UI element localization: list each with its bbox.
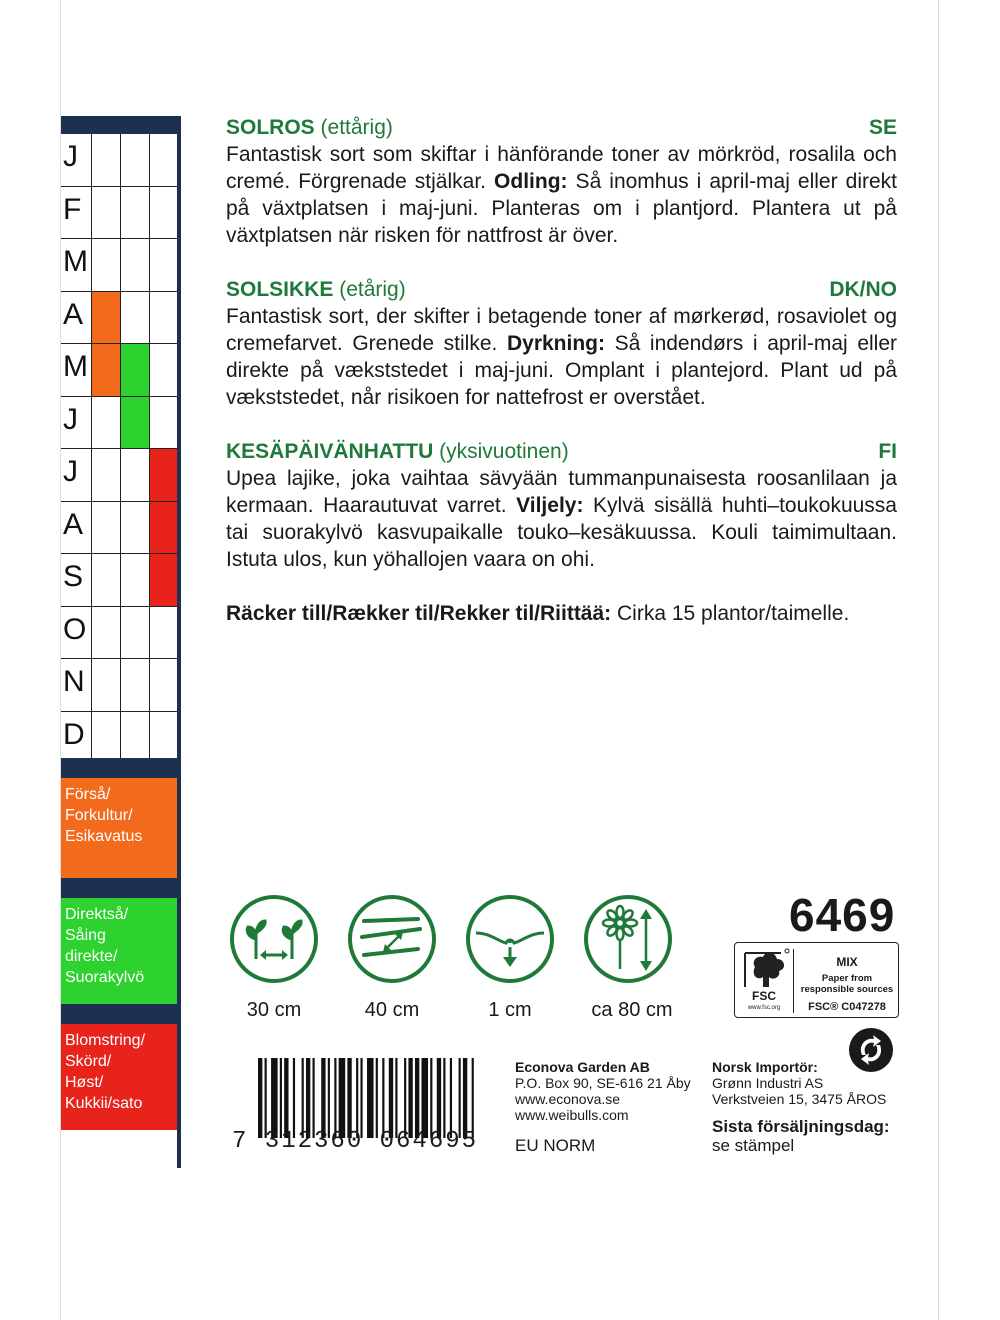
legend-separator <box>61 878 181 898</box>
section-heading <box>226 114 897 141</box>
barcode-bar <box>463 1058 467 1138</box>
calendar-cell <box>149 344 178 396</box>
language-section <box>226 114 897 249</box>
calendar-month-row <box>61 449 177 502</box>
company-web-1: www.econova.se <box>515 1091 621 1107</box>
importer-street: Verkstveien 15, 3475 ÅROS <box>712 1091 887 1107</box>
company-postal: P.O. Box 90, SE-616 21 Åby <box>515 1075 691 1091</box>
yield-text: Cirka 15 plantor/taimelle. <box>611 602 850 625</box>
barcode-bar <box>280 1058 282 1138</box>
fsc-divider <box>793 949 794 1013</box>
calendar-top-bar <box>61 116 181 134</box>
month-letter: A <box>63 297 84 331</box>
section-subtitle: (yksivuotinen) <box>439 440 569 463</box>
importer-address <box>712 1059 886 1107</box>
barcode-bar <box>450 1058 452 1138</box>
section-title: SOLROS <box>226 116 315 139</box>
barcode-bar <box>382 1058 384 1138</box>
sowing-depth-label: 1 cm <box>488 999 532 1021</box>
legend-line: Høst/ <box>65 1074 104 1091</box>
fsc-paper: Paper from responsible sources <box>800 973 894 995</box>
sowing-calendar <box>61 116 180 1168</box>
barcode <box>258 1058 476 1138</box>
legend-item <box>61 1024 177 1130</box>
calendar-month-row <box>61 134 177 187</box>
section-heading <box>226 438 897 465</box>
row-spacing-label: 40 cm <box>364 999 420 1021</box>
right-edge-line <box>938 0 939 1320</box>
plant-spacing-label: 30 cm <box>246 999 302 1021</box>
calendar-cell <box>120 659 149 711</box>
barcode-bar <box>302 1058 304 1138</box>
sell-by-title: Sista försäljningsdag: <box>712 1117 890 1136</box>
calendar-cell <box>120 502 149 554</box>
plant-spacing-icon <box>230 895 318 983</box>
calendar-cell <box>91 712 120 764</box>
section-label: Viljely: <box>516 494 584 517</box>
calendar-cell <box>120 187 149 239</box>
plant-height-label: ca 80 cm <box>591 999 673 1021</box>
calendar-cell <box>91 292 120 344</box>
calendar-cell <box>120 239 149 291</box>
calendar-rail <box>177 116 181 1168</box>
plant-height-icon <box>584 895 672 983</box>
section-body <box>226 141 897 249</box>
importer-title: Norsk Importör: <box>712 1059 818 1075</box>
legend-item <box>61 898 177 1004</box>
sell-by-text: se stämpel <box>712 1136 795 1155</box>
barcode-bar <box>306 1058 310 1138</box>
calendar-cell <box>149 712 178 764</box>
section-title: KESÄPÄIVÄNHATTU <box>226 440 434 463</box>
month-letter: F <box>63 192 82 226</box>
country-code: SE <box>868 116 897 139</box>
barcode-bar <box>334 1058 336 1138</box>
calendar-cell <box>120 607 149 659</box>
section-label: Odling: <box>494 170 568 193</box>
month-letter: D <box>63 717 85 751</box>
calendar-month-row <box>61 659 177 712</box>
calendar-cell <box>91 659 120 711</box>
language-section <box>226 276 897 411</box>
barcode-bar <box>271 1058 278 1138</box>
section-label: Dyrkning: <box>506 332 605 355</box>
month-letter: A <box>63 507 84 541</box>
calendar-cell <box>120 554 149 606</box>
calendar-cell <box>91 134 120 186</box>
calendar-month-row <box>61 712 177 765</box>
calendar-cell <box>149 449 178 501</box>
barcode-bar <box>422 1058 429 1138</box>
calendar-month-row <box>61 344 177 397</box>
calendar-cell <box>91 554 120 606</box>
calendar-cell <box>149 187 178 239</box>
fsc-mix: MIX <box>836 955 858 969</box>
barcode-bar <box>258 1058 262 1138</box>
month-letter: O <box>63 612 87 646</box>
section-text: Fantastisk sort, der skifter i betagende toner af mørkerød, rosaviolet og cremefarvet. Grenede stilke. <box>226 305 897 355</box>
calendar-month-row <box>61 239 177 292</box>
fsc-code: FSC® C047278 <box>808 1001 886 1013</box>
barcode-bar <box>284 1058 288 1138</box>
month-letter: S <box>63 560 84 593</box>
barcode-bar <box>408 1058 412 1138</box>
calendar-cell <box>149 607 178 659</box>
month-letter: M <box>63 245 88 278</box>
legend-line: Esikavatus <box>65 828 143 845</box>
barcode-bar <box>459 1058 461 1138</box>
legend-line: Förså/ <box>65 786 111 803</box>
barcode-bar <box>367 1058 374 1138</box>
calendar-cell <box>91 397 120 449</box>
company-name: Econova Garden AB <box>515 1059 650 1075</box>
eu-norm: EU NORM <box>515 1136 596 1155</box>
section-subtitle: (ettårig) <box>320 116 393 139</box>
month-letter: M <box>63 350 88 383</box>
company-web-2: www.weibulls.com <box>515 1107 629 1123</box>
section-heading <box>226 276 897 303</box>
yield-label: Räcker till/Rækker til/Rekker til/Riittää: <box>226 602 612 625</box>
calendar-cell <box>91 239 120 291</box>
product-code: 6469 <box>789 889 896 941</box>
calendar-cell <box>149 554 178 606</box>
calendar-cell <box>120 397 149 449</box>
calendar-cell <box>149 239 178 291</box>
month-letter: J <box>63 140 78 173</box>
section-text: Så indendørs i april-maj eller direkte på vækststedet i maj-juni. Omplant i plantejord. Plant ud på vækststedet, når risikoen for nattefrost er overstået. <box>226 332 898 409</box>
legend-line: Suorakylvö <box>65 969 145 986</box>
calendar-cell <box>149 292 178 344</box>
calendar-grid <box>61 134 177 776</box>
calendar-month-row <box>61 187 177 240</box>
section-body <box>226 465 897 573</box>
barcode-bar <box>347 1058 351 1138</box>
company-address <box>515 1059 691 1123</box>
calendar-cell <box>120 712 149 764</box>
barcode-bar <box>313 1058 315 1138</box>
calendar-cell <box>91 502 120 554</box>
legend-item <box>61 778 177 878</box>
barcode-bar <box>404 1058 406 1138</box>
legend-line: Direktså/ <box>65 906 129 923</box>
barcode-bar <box>339 1058 346 1138</box>
month-letter: J <box>63 402 78 436</box>
calendar-cell <box>91 187 120 239</box>
section-body <box>226 303 897 411</box>
barcode-bar <box>293 1058 295 1138</box>
barcode-bar <box>472 1058 474 1138</box>
calendar-cell <box>120 292 149 344</box>
legend-line: direkte/ <box>65 948 118 965</box>
calendar-cell <box>120 449 149 501</box>
fsc-tree-icon <box>741 947 791 991</box>
calendar-month-row <box>61 607 177 660</box>
barcode-bar <box>265 1058 267 1138</box>
section-text: Fantastisk sort som skiftar i hänförande toner av mörkröd, rosalila och cremé. Förgrenade stjälkar. <box>226 143 897 193</box>
importer-name: Grønn Industri AS <box>712 1075 824 1091</box>
calendar-bottom-bar <box>61 758 181 778</box>
calendar-cell <box>91 344 120 396</box>
calendar-month-row <box>61 554 177 607</box>
yield-line <box>226 600 897 627</box>
calendar-cell <box>91 449 120 501</box>
barcode-bar <box>328 1058 330 1138</box>
month-letter: N <box>63 665 85 698</box>
barcode-number: 7 312360 064695 <box>232 1128 479 1155</box>
calendar-cell <box>120 344 149 396</box>
sell-by <box>712 1117 890 1155</box>
calendar-month-row <box>61 397 177 450</box>
barcode-bar <box>395 1058 397 1138</box>
barcode-bar <box>356 1058 358 1138</box>
fsc-label <box>734 942 899 1018</box>
section-text: Så inomhus i april-maj eller direkt på växtplatsen i maj-juni. Planteras om i plantjord. Plantera ut på växtplatsen när risken för nattfrost är över. <box>226 170 897 247</box>
calendar-cell <box>149 134 178 186</box>
legend-line: Såing <box>65 927 106 944</box>
calendar-cell <box>149 659 178 711</box>
barcode-bar <box>443 1058 445 1138</box>
barcode-bar <box>376 1058 378 1138</box>
barcode-bar <box>415 1058 419 1138</box>
language-section <box>226 438 897 573</box>
barcode-bar <box>321 1058 325 1138</box>
country-code: DK/NO <box>829 278 897 301</box>
description-area <box>226 114 897 627</box>
calendar-cell <box>91 607 120 659</box>
row-spacing-icon <box>348 895 436 983</box>
calendar-month-row <box>61 292 177 345</box>
calendar-month-row <box>61 502 177 555</box>
section-title: SOLSIKKE <box>226 278 334 301</box>
barcode-bar <box>430 1058 432 1138</box>
section-text: Upea lajike, joka vaihtaa sävyään tummanpunaisesta roosanlilaan ja kermaan. Haarautuvat varret. <box>226 467 897 517</box>
calendar-cell <box>149 502 178 554</box>
fsc-url: www.fsc.org <box>747 1005 781 1011</box>
legend-line: Skörd/ <box>65 1053 112 1070</box>
fsc-logo-text: FSC <box>752 989 776 1003</box>
sowing-depth-icon <box>466 895 554 983</box>
barcode-bar <box>389 1058 393 1138</box>
barcode-bar <box>360 1058 362 1138</box>
calendar-cell <box>120 134 149 186</box>
barcode-bar <box>437 1058 441 1138</box>
legend-separator <box>61 1004 181 1024</box>
calendar-cell <box>149 397 178 449</box>
legend-line: Forkultur/ <box>65 807 133 824</box>
legend-line: Kukkii/sato <box>65 1095 143 1112</box>
legend-line: Blomstring/ <box>65 1032 146 1049</box>
section-text: Kylvä sisällä huhti–toukokuussa tai suorakylvö kasvupaikalle touko–kesäkuussa. Kouli taimimultaan. Istuta ulos, kun yöhallojen vaara on ohi. <box>226 494 897 571</box>
section-subtitle: (etårig) <box>339 278 406 301</box>
country-code: FI <box>878 440 897 463</box>
month-letter: J <box>63 455 78 488</box>
